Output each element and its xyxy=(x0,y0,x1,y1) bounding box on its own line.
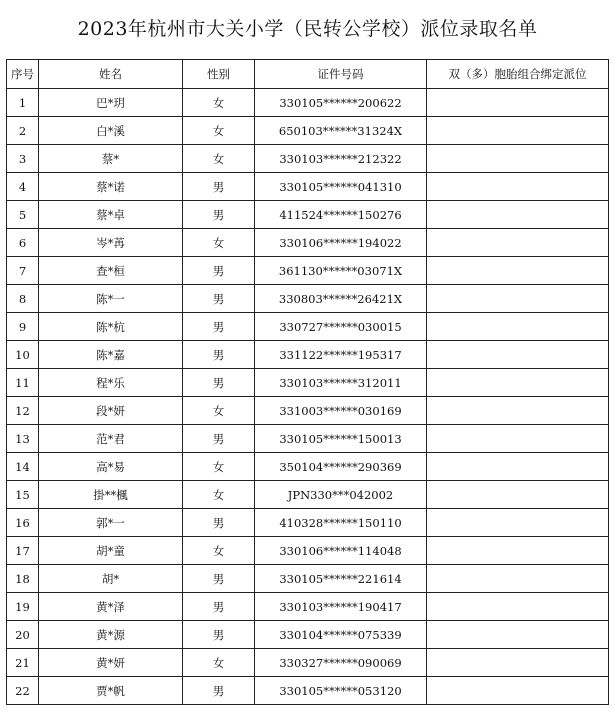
table-row xyxy=(7,509,609,537)
cell-name: 查*桓 xyxy=(39,257,183,285)
cell-id: 330105******053120 xyxy=(255,677,427,705)
cell-gender: 男 xyxy=(183,509,255,537)
cell-gender: 女 xyxy=(183,397,255,425)
cell-id: 330103******212322 xyxy=(255,145,427,173)
cell-name: 陈*杭 xyxy=(39,313,183,341)
table-row xyxy=(7,649,609,677)
cell-gender: 女 xyxy=(183,89,255,117)
cell-pair xyxy=(427,481,609,509)
cell-pair xyxy=(427,453,609,481)
table-row xyxy=(7,425,609,453)
cell-no: 2 xyxy=(7,117,39,145)
table-row xyxy=(7,593,609,621)
cell-gender: 男 xyxy=(183,201,255,229)
header-id: 证件号码 xyxy=(255,60,427,89)
cell-name: 蔡* xyxy=(39,145,183,173)
cell-id: 330106******114048 xyxy=(255,537,427,565)
cell-no: 15 xyxy=(7,481,39,509)
cell-no: 1 xyxy=(7,89,39,117)
cell-no: 6 xyxy=(7,229,39,257)
cell-id: 650103******31324X xyxy=(255,117,427,145)
cell-no: 17 xyxy=(7,537,39,565)
cell-gender: 女 xyxy=(183,229,255,257)
cell-id: 330327******090069 xyxy=(255,649,427,677)
cell-pair xyxy=(427,229,609,257)
cell-name: 陈*嘉 xyxy=(39,341,183,369)
cell-name: 贾*帆 xyxy=(39,677,183,705)
table-row xyxy=(7,313,609,341)
cell-id: 330103******190417 xyxy=(255,593,427,621)
cell-no: 11 xyxy=(7,369,39,397)
cell-pair xyxy=(427,117,609,145)
cell-id: 330105******221614 xyxy=(255,565,427,593)
table-row xyxy=(7,565,609,593)
cell-pair xyxy=(427,89,609,117)
cell-gender: 男 xyxy=(183,285,255,313)
header-gender: 性别 xyxy=(183,60,255,89)
cell-name: 蔡*诺 xyxy=(39,173,183,201)
cell-name: 白*溪 xyxy=(39,117,183,145)
cell-name: 蔡*卓 xyxy=(39,201,183,229)
cell-no: 4 xyxy=(7,173,39,201)
cell-pair xyxy=(427,341,609,369)
cell-no: 16 xyxy=(7,509,39,537)
cell-pair xyxy=(427,285,609,313)
cell-no: 19 xyxy=(7,593,39,621)
cell-no: 7 xyxy=(7,257,39,285)
table-row xyxy=(7,285,609,313)
admission-table xyxy=(6,59,609,705)
cell-pair xyxy=(427,565,609,593)
cell-id: 331122******195317 xyxy=(255,341,427,369)
cell-id: 330105******041310 xyxy=(255,173,427,201)
table-row xyxy=(7,201,609,229)
cell-id: 330105******200622 xyxy=(255,89,427,117)
cell-no: 13 xyxy=(7,425,39,453)
table-row xyxy=(7,453,609,481)
cell-pair xyxy=(427,397,609,425)
cell-gender: 男 xyxy=(183,369,255,397)
cell-id: 330103******312011 xyxy=(255,369,427,397)
cell-pair xyxy=(427,173,609,201)
table-row xyxy=(7,369,609,397)
cell-pair xyxy=(427,257,609,285)
cell-pair xyxy=(427,677,609,705)
header-name: 姓名 xyxy=(39,60,183,89)
cell-pair xyxy=(427,201,609,229)
cell-gender: 男 xyxy=(183,313,255,341)
table-row xyxy=(7,229,609,257)
cell-gender: 男 xyxy=(183,341,255,369)
cell-gender: 女 xyxy=(183,537,255,565)
table-row xyxy=(7,341,609,369)
cell-pair xyxy=(427,649,609,677)
cell-pair xyxy=(427,313,609,341)
cell-id: 330803******26421X xyxy=(255,285,427,313)
cell-name: 程*乐 xyxy=(39,369,183,397)
cell-no: 3 xyxy=(7,145,39,173)
cell-pair xyxy=(427,145,609,173)
cell-name: 陈*一 xyxy=(39,285,183,313)
cell-no: 9 xyxy=(7,313,39,341)
cell-pair xyxy=(427,593,609,621)
cell-id: 410328******150110 xyxy=(255,509,427,537)
cell-id: 330104******075339 xyxy=(255,621,427,649)
cell-name: 胡*童 xyxy=(39,537,183,565)
table-row xyxy=(7,257,609,285)
cell-gender: 男 xyxy=(183,677,255,705)
table-row xyxy=(7,173,609,201)
cell-pair xyxy=(427,621,609,649)
cell-name: 郭*一 xyxy=(39,509,183,537)
cell-name: 黄*源 xyxy=(39,621,183,649)
cell-gender: 男 xyxy=(183,565,255,593)
cell-id: 411524******150276 xyxy=(255,201,427,229)
cell-id: 361130******03071X xyxy=(255,257,427,285)
cell-gender: 男 xyxy=(183,173,255,201)
cell-gender: 女 xyxy=(183,481,255,509)
document-title: 2023年杭州市大关小学（民转公学校）派位录取名单 xyxy=(77,18,538,40)
cell-gender: 男 xyxy=(183,621,255,649)
cell-gender: 女 xyxy=(183,453,255,481)
table-row xyxy=(7,481,609,509)
cell-gender: 男 xyxy=(183,425,255,453)
cell-gender: 女 xyxy=(183,117,255,145)
cell-name: 高*易 xyxy=(39,453,183,481)
cell-no: 12 xyxy=(7,397,39,425)
table-row xyxy=(7,89,609,117)
cell-name: 岑*苒 xyxy=(39,229,183,257)
cell-name: 段*妍 xyxy=(39,397,183,425)
table-row xyxy=(7,117,609,145)
table-row xyxy=(7,397,609,425)
cell-no: 22 xyxy=(7,677,39,705)
cell-pair xyxy=(427,509,609,537)
cell-name: 范*君 xyxy=(39,425,183,453)
table-row xyxy=(7,677,609,705)
cell-no: 18 xyxy=(7,565,39,593)
cell-pair xyxy=(427,425,609,453)
cell-pair xyxy=(427,537,609,565)
cell-id: 330105******150013 xyxy=(255,425,427,453)
cell-no: 14 xyxy=(7,453,39,481)
table-header-row xyxy=(7,60,609,89)
table-row xyxy=(7,537,609,565)
cell-gender: 男 xyxy=(183,593,255,621)
cell-name: 胡* xyxy=(39,565,183,593)
cell-pair xyxy=(427,369,609,397)
cell-no: 5 xyxy=(7,201,39,229)
cell-gender: 女 xyxy=(183,145,255,173)
cell-id: 350104******290369 xyxy=(255,453,427,481)
table-row xyxy=(7,145,609,173)
cell-gender: 女 xyxy=(183,649,255,677)
cell-id: 331003******030169 xyxy=(255,397,427,425)
cell-name: 巴*玥 xyxy=(39,89,183,117)
cell-name: 掛**楓 xyxy=(39,481,183,509)
table-row xyxy=(7,621,609,649)
cell-gender: 男 xyxy=(183,257,255,285)
cell-id: 330106******194022 xyxy=(255,229,427,257)
cell-no: 8 xyxy=(7,285,39,313)
cell-id: 330727******030015 xyxy=(255,313,427,341)
cell-name: 黄*妍 xyxy=(39,649,183,677)
cell-no: 21 xyxy=(7,649,39,677)
cell-no: 10 xyxy=(7,341,39,369)
cell-name: 黄*泽 xyxy=(39,593,183,621)
header-pair: 双（多）胞胎组合绑定派位 xyxy=(427,60,609,89)
header-no: 序号 xyxy=(7,60,39,89)
cell-id: JPN330***042002 xyxy=(255,481,427,509)
cell-no: 20 xyxy=(7,621,39,649)
